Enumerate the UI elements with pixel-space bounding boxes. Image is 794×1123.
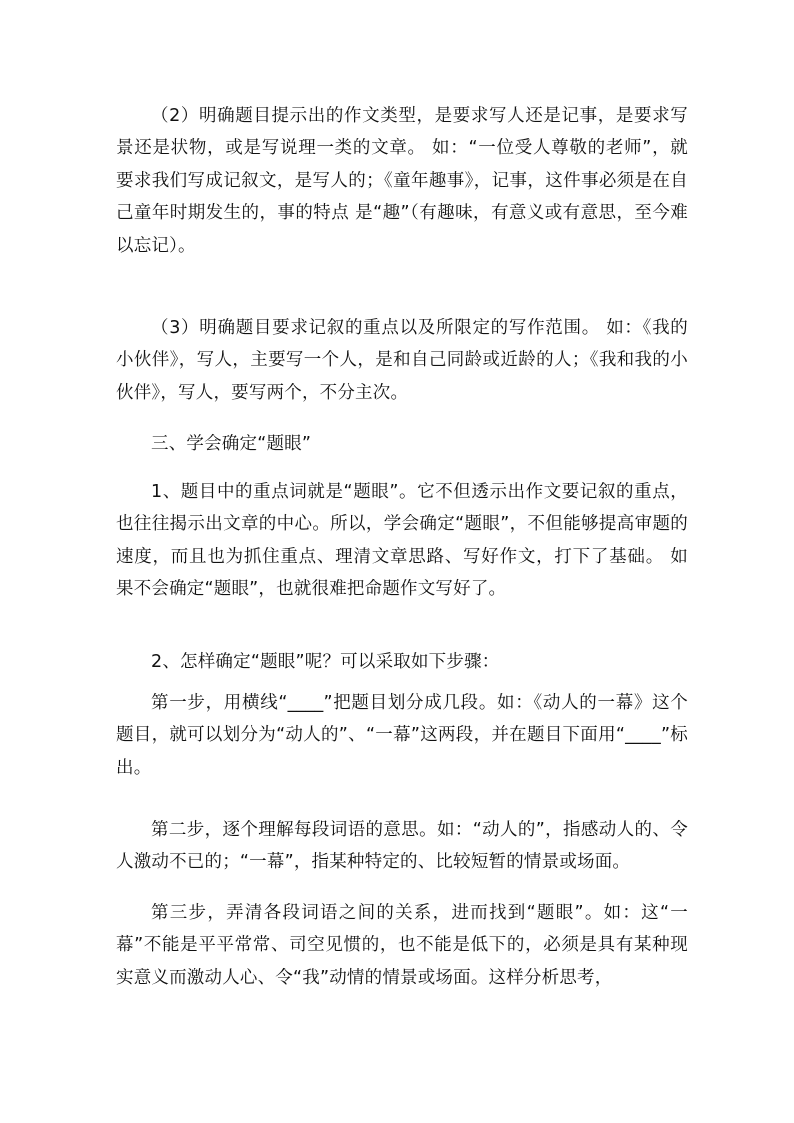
paragraph-key-word-definition: 1、题目中的重点词就是“题眼”。它不但透示出作文要记叙的重点，也往往揭示出文章的中心。所以，学会确定“题眼”，不但能够提高审题的速度，而且也为抓住重点、理清文章思路、写好作文，打下了基础。 如果不会确定“题眼”，也就很难把命题作文写好了。 <box>116 482 688 600</box>
paragraph-steps-intro: 2、怎样确定“题眼”呢？可以采取如下步骤： <box>151 652 500 672</box>
paragraph-step-two: 第二步，逐个理解每段词语的意思。如：“动人的”，指感动人的、令人激动不已的；“一幕”，指某种特定的、比较短暂的情景或场面。 <box>116 820 688 873</box>
section-heading-title-eye: 三、学会确定“题眼” <box>151 434 312 454</box>
paragraph-question-type: （2）明确题目提示出的作文类型，是要求写人还是记事，是要求写景还是状物，或是写说理一类的文章。 如：“一位受人尊敬的老师”，就要求我们写成记叙文，是写人的；《童年趣事》，记事，这件事必须是在自己童年时期发生的，事的特点 是“趣”（有趣味，有意义或有意思，至今难以忘记）。 <box>116 106 688 256</box>
paragraph-narrative-focus: （3）明确题目要求记叙的重点以及所限定的写作范围。 如：《我的小伙伴》，写人，主要写一个人，是和自己同龄或近龄的人；《我和我的小伙伴》，写人，要写两个，不分主次。 <box>116 318 688 403</box>
paragraph-step-one: 第一步，用横线“____”把题目划分成几段。如：《动人的一幕》这个题目，就可以划分为“动人的”、“一幕”这两段，并在题目下面用“____”标出。 <box>116 693 688 778</box>
paragraph-step-three: 第三步，弄清各段词语之间的关系，进而找到“题眼”。如：这“一幕”不能是平平常常、司空见惯的，也不能是低下的，必须是具有某种现实意义而激动人心、令“我”动情的情景或场面。这样分析思考， <box>116 903 688 988</box>
